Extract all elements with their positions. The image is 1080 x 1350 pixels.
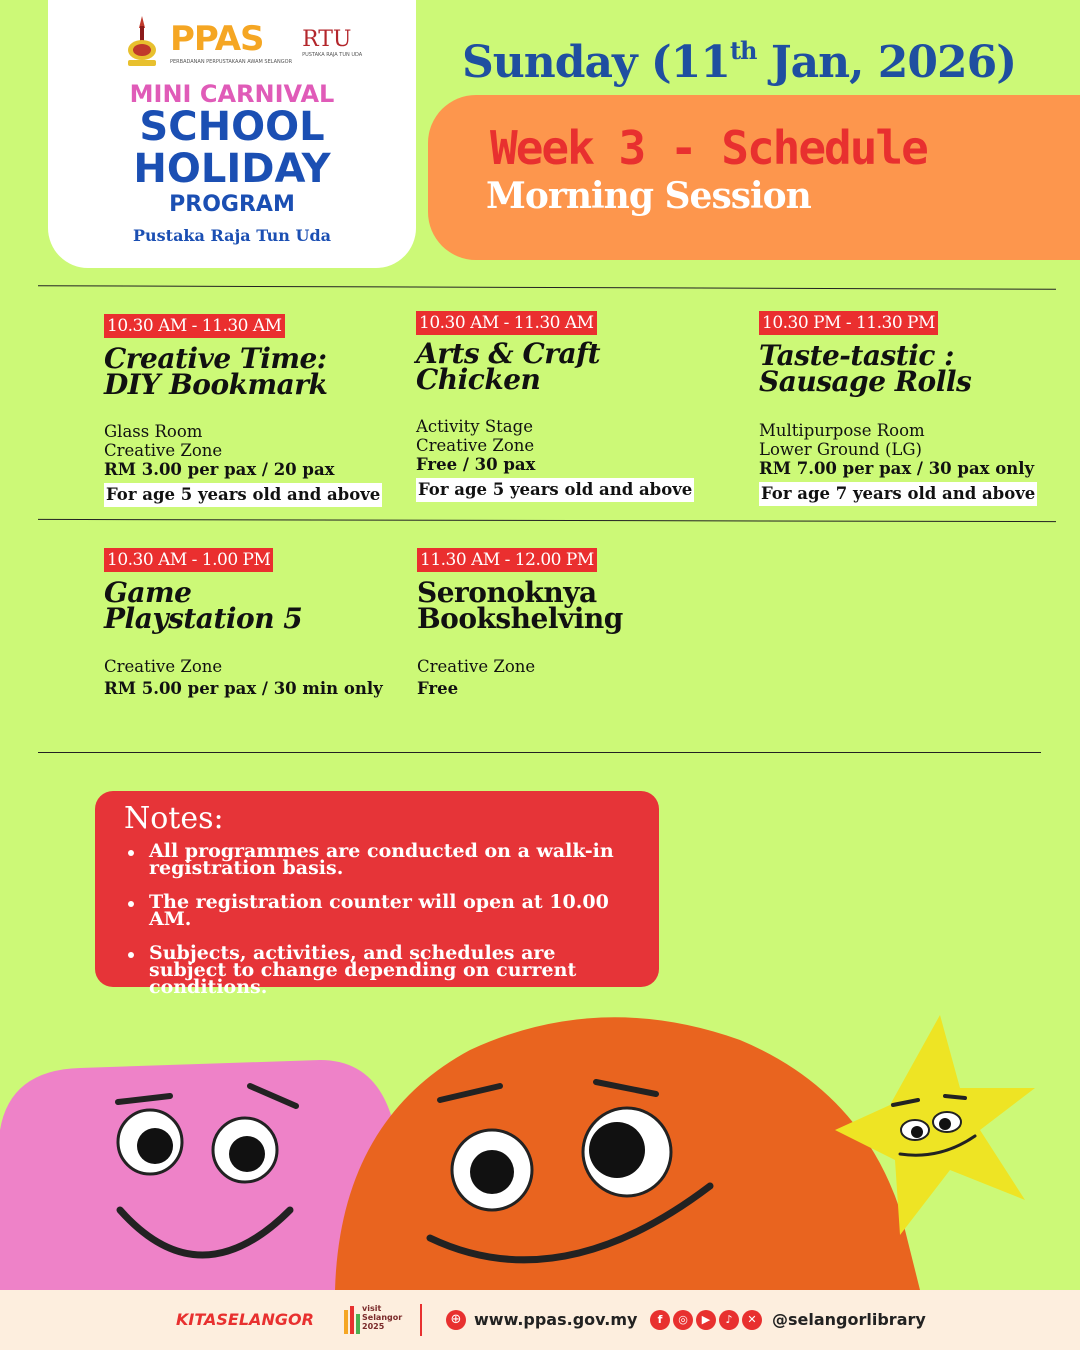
kitaselangor-logo: KITASELANGOR (176, 1310, 314, 1329)
ppas-subtitle: PERBADANAN PERPUSTAKAAN AWAM SELANGOR (170, 59, 293, 65)
rtu-subtitle: PUSTAKA RAJA TUN UDA (302, 51, 363, 58)
event-age: For age 5 years old and above (104, 483, 382, 507)
event-time: 10.30 PM - 11.30 PM (759, 311, 938, 335)
divider (38, 285, 1056, 290)
week-title: Week 3 - Schedule (490, 121, 927, 175)
divider (38, 752, 1041, 753)
event-time: 11.30 AM - 12.00 PM (417, 548, 597, 572)
facebook-icon[interactable]: f (650, 1310, 670, 1330)
logo-card (48, 0, 416, 268)
event-title: Taste-tastic : Sausage Rolls (759, 339, 972, 398)
social-icons (650, 1310, 762, 1330)
ppas-logo: PPAS (170, 19, 264, 59)
rtu-logo: RTU (302, 26, 352, 52)
event-card (104, 548, 383, 700)
x-icon[interactable]: ✕ (742, 1310, 762, 1330)
event-details: Activity Stage Creative Zone Free / 30 pax (416, 417, 536, 474)
event-date: Sunday (11th Jan, 2026) (462, 36, 1017, 88)
globe-icon: ⊕ (446, 1310, 466, 1330)
tiktok-icon[interactable]: ♪ (719, 1310, 739, 1330)
venue-name: Pustaka Raja Tun Uda (133, 226, 331, 245)
event-title: Creative Time: DIY Bookmark (104, 342, 328, 401)
footer (0, 1290, 1080, 1350)
youtube-icon[interactable]: ▶ (696, 1310, 716, 1330)
event-details: Glass Room Creative Zone RM 3.00 per pax / 20 pax (104, 422, 335, 479)
selangor-crest-icon (124, 14, 160, 70)
website-link[interactable]: www.ppas.gov.my (474, 1310, 638, 1329)
notes-box (95, 791, 659, 998)
instagram-icon[interactable]: ◎ (673, 1310, 693, 1330)
event-card (104, 314, 382, 507)
event-title: Seronoknya Bookshelving (417, 576, 623, 635)
visit-selangor-text: visit Selangor 2025 (362, 1304, 403, 1331)
event-card (416, 311, 694, 502)
note-item: The registration counter will open at 10.00 AM. (128, 894, 638, 928)
program-title-line2: SCHOOL (139, 104, 325, 150)
social-handle[interactable]: @selangorlibrary (772, 1310, 926, 1329)
event-time: 10.30 AM - 1.00 PM (104, 548, 273, 572)
event-age: For age 7 years old and above (759, 482, 1037, 506)
partner-logos (124, 14, 362, 70)
program-title-line3: HOLIDAY (133, 146, 331, 192)
note-item: Subjects, activities, and schedules are subject to change depending on current conditions. (128, 945, 638, 996)
event-details: Multipurpose Room Lower Ground (LG) RM 7.00 per pax / 30 pax only (759, 421, 1035, 478)
event-title: Game Playstation 5 (104, 576, 303, 635)
schedule-banner (428, 95, 1080, 260)
event-time: 10.30 AM - 11.30 AM (416, 311, 597, 335)
note-item: All programmes are conducted on a walk-in registration basis. (128, 843, 638, 877)
notes-title: Notes: (124, 801, 224, 836)
mascots-illustration (0, 1010, 1080, 1290)
event-title: Arts & Craft Chicken (416, 337, 601, 396)
event-card (417, 548, 623, 700)
event-details: Creative Zone Free (417, 657, 536, 698)
program-title-line4: PROGRAM (169, 192, 295, 217)
event-card (759, 311, 1037, 506)
divider (38, 519, 1056, 522)
event-age: For age 5 years old and above (416, 478, 694, 502)
orange-mascot (335, 1017, 920, 1290)
session-label: Morning Session (486, 175, 811, 217)
program-title-line1: MINI CARNIVAL (129, 80, 335, 108)
event-time: 10.30 AM - 11.30 AM (104, 314, 285, 338)
event-details: Creative Zone RM 5.00 per pax / 30 min only (104, 657, 383, 698)
footer-separator (420, 1304, 422, 1336)
notes-list (128, 840, 638, 1013)
